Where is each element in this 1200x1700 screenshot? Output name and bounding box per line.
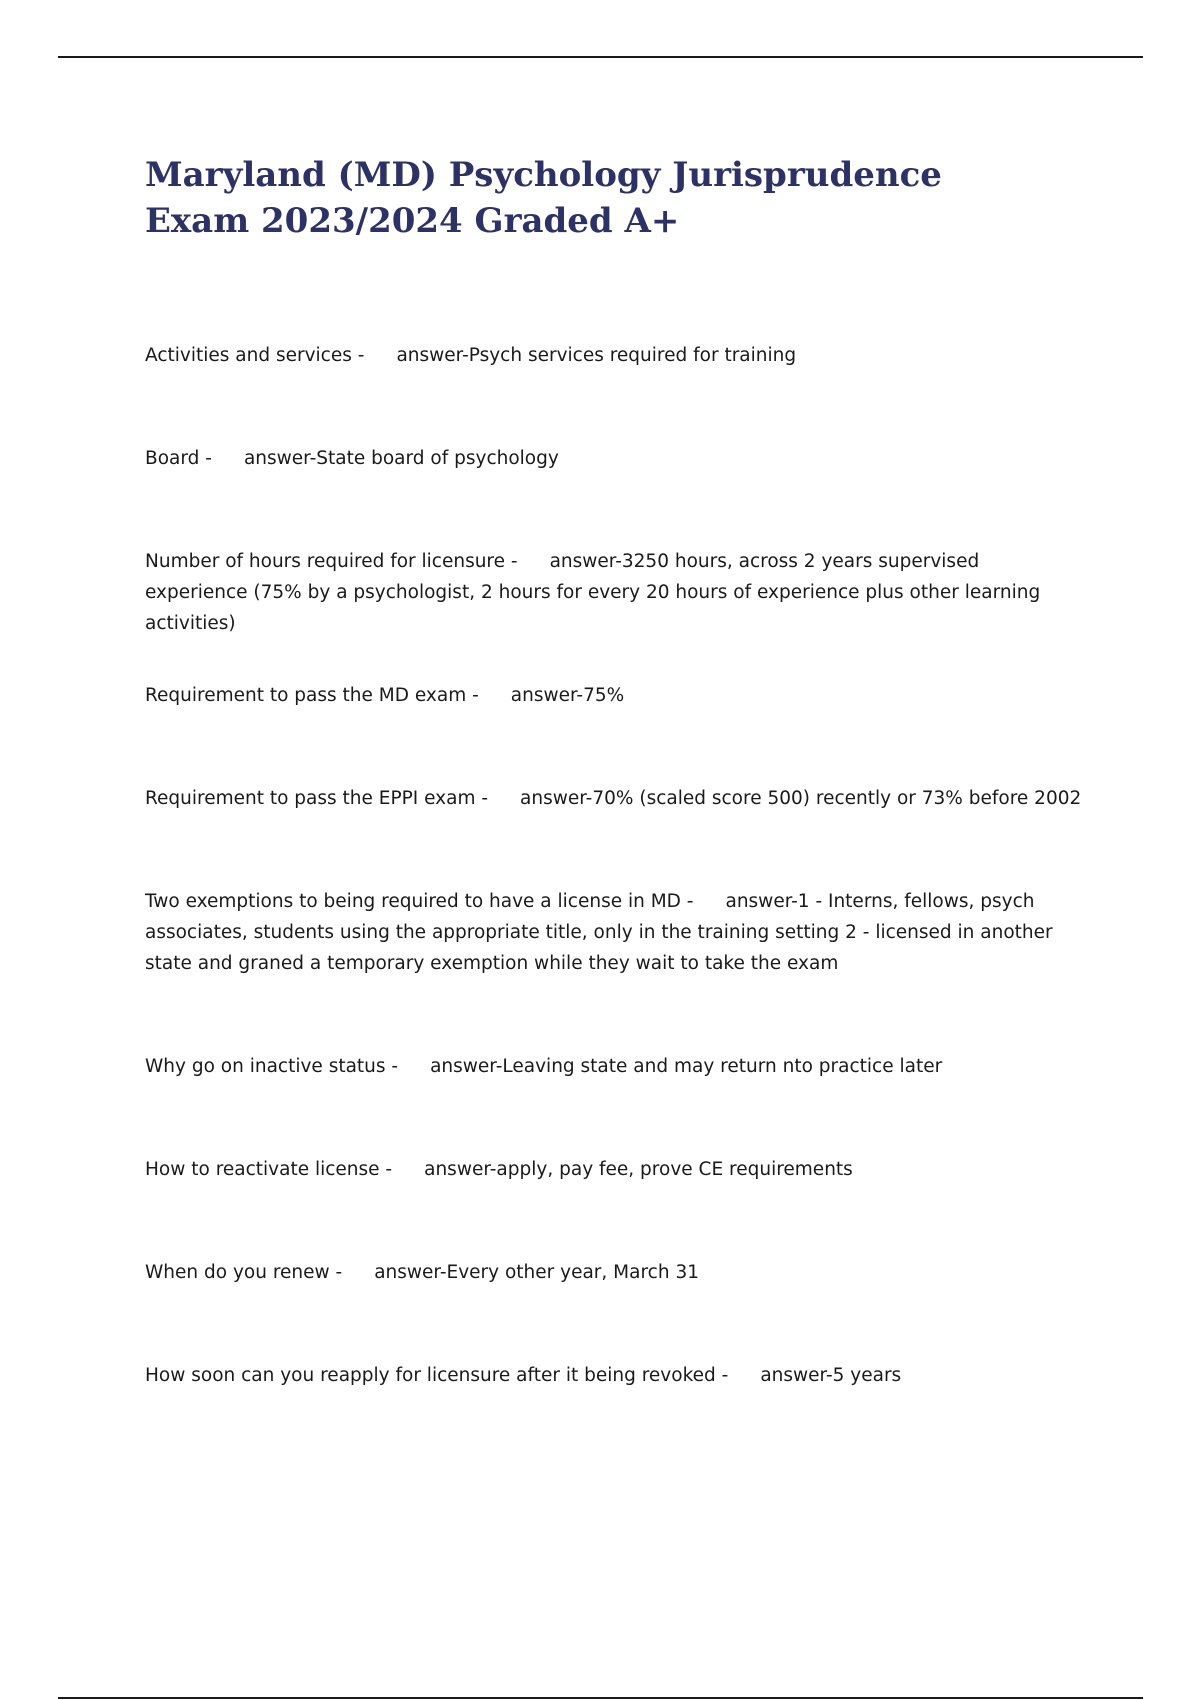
qa-answer: answer-3250 hours, across 2 years supervised experience (75% by a psychologist, 2 hours for every 20 hours of experience plus other learning activities)	[145, 551, 1041, 634]
qa-item	[145, 546, 1085, 680]
qa-item	[145, 680, 1085, 783]
bottom-rule	[58, 1697, 1143, 1699]
qa-term: Requirement to pass the MD exam -	[145, 685, 479, 706]
qa-answer: answer-70% (scaled score 500) recently or 73% before 2002	[520, 788, 1082, 809]
qa-term: Why go on inactive status -	[145, 1056, 399, 1077]
qa-item	[145, 1051, 1085, 1154]
qa-list	[145, 340, 1085, 1463]
qa-answer: answer-State board of psychology	[243, 448, 559, 469]
qa-term: Number of hours required for licensure -	[145, 551, 518, 572]
qa-term: How soon can you reapply for licensure after it being revoked -	[145, 1365, 729, 1386]
qa-answer: answer-75%	[510, 685, 625, 706]
qa-item	[145, 1360, 1085, 1463]
qa-term: Activities and services -	[145, 345, 365, 366]
qa-term: Requirement to pass the EPPI exam -	[145, 788, 489, 809]
qa-term: Two exemptions to being required to have a license in MD -	[145, 891, 694, 912]
qa-item	[145, 783, 1085, 886]
qa-answer: answer-1 - Interns, fellows, psych associates, students using the appropriate title, only in the training setting 2 - licensed in another state and graned a temporary exemption while they wait to take the exam	[145, 891, 1053, 974]
qa-item	[145, 886, 1085, 1051]
qa-item	[145, 340, 1085, 443]
qa-item	[145, 1154, 1085, 1257]
qa-answer: answer-Every other year, March 31	[374, 1262, 699, 1283]
document-title: Maryland (MD) Psychology Jurisprudence Exam 2023/2024 Graded A+	[145, 155, 942, 241]
top-rule	[58, 56, 1143, 58]
qa-answer: answer-Leaving state and may return nto practice later	[430, 1056, 943, 1077]
qa-answer: answer-apply, pay fee, prove CE requirements	[424, 1159, 853, 1180]
qa-item	[145, 443, 1085, 546]
qa-answer: answer-Psych services required for training	[396, 345, 797, 366]
qa-answer: answer-5 years	[760, 1365, 902, 1386]
qa-term: When do you renew -	[145, 1262, 343, 1283]
qa-term: Board -	[145, 448, 212, 469]
qa-term: How to reactivate license -	[145, 1159, 393, 1180]
qa-item	[145, 1257, 1085, 1360]
